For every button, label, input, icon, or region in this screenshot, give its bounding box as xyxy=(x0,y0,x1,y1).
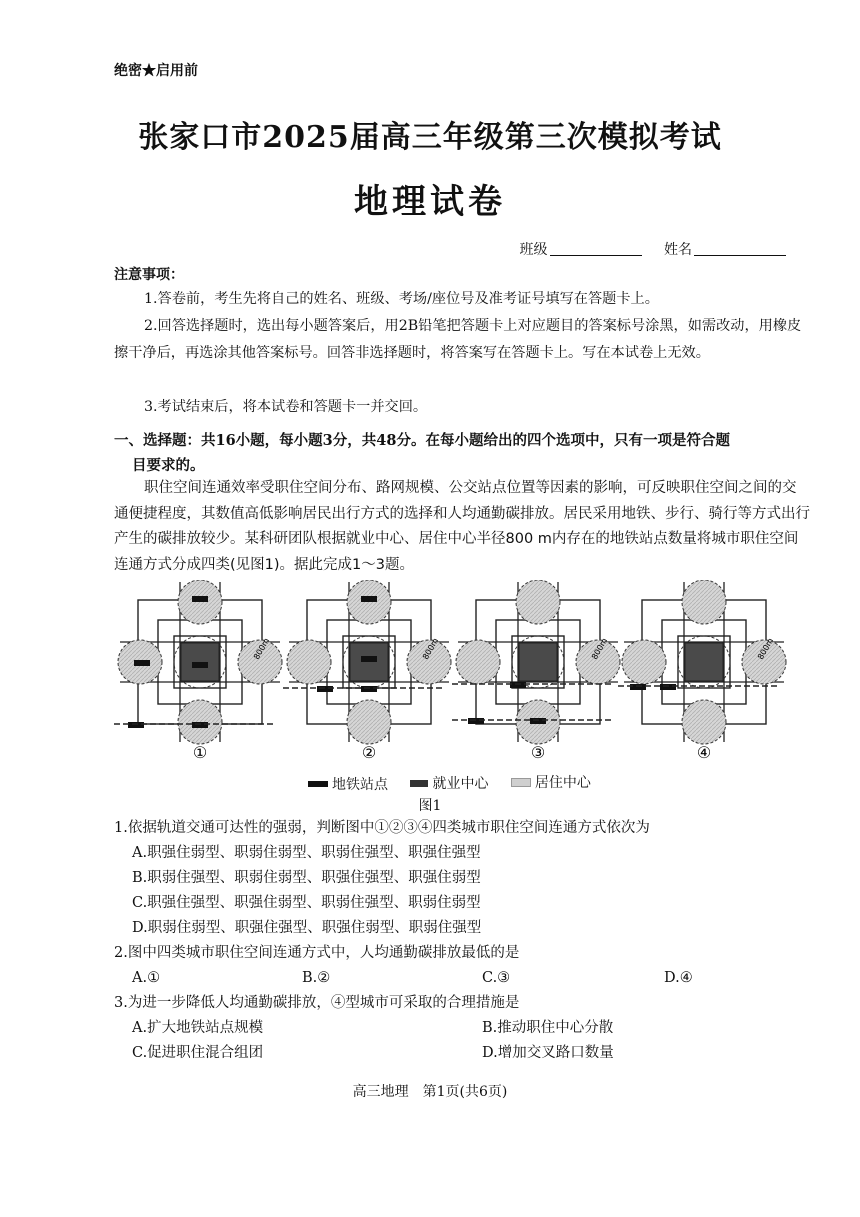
figure-legend xyxy=(308,772,609,794)
metro-station xyxy=(134,660,150,666)
metro-station xyxy=(510,682,526,688)
question-1-option-c[interactable]: C.职强住强型、职强住弱型、职弱住强型、职弱住弱型 xyxy=(132,895,481,911)
question-1 xyxy=(114,816,814,941)
question-3-option-d[interactable]: D.增加交叉路口数量 xyxy=(482,1045,614,1061)
name-label: 姓名 xyxy=(664,242,692,258)
question-1-option-a[interactable]: A.职强住弱型、职弱住弱型、职弱住强型、职强住强型 xyxy=(132,845,481,861)
metro-station xyxy=(192,722,208,728)
panel-label-4: ④ xyxy=(696,743,712,762)
panel-1 xyxy=(114,580,282,744)
question-2-option-d[interactable]: D.④ xyxy=(664,970,693,986)
question-3-options-row1 xyxy=(114,1016,814,1041)
question-3-option-a[interactable]: A.扩大地铁站点规模 xyxy=(132,1020,264,1036)
metro-station xyxy=(361,686,377,692)
section-heading xyxy=(114,428,810,478)
panel-2 xyxy=(283,580,451,744)
legend-metro-label: 地铁站点 xyxy=(332,776,388,793)
question-2 xyxy=(114,941,814,991)
panel-4 xyxy=(618,580,786,744)
metro-station xyxy=(660,684,676,690)
home-swatch xyxy=(511,778,531,787)
metro-station xyxy=(128,722,144,728)
legend-home xyxy=(511,772,591,792)
question-1-option-d[interactable]: D.职弱住弱型、职强住强型、职强住弱型、职弱住强型 xyxy=(132,920,482,936)
name-bar xyxy=(520,239,786,259)
metro-station xyxy=(317,686,333,692)
metro-station xyxy=(192,662,208,668)
section-heading-line2: 目要求的。 xyxy=(132,457,205,474)
question-2-option-b[interactable]: B.② xyxy=(302,970,331,986)
notice-item-2: 2.回答选择题时，选出每小题答案后，用2B铅笔把答题卡上对应题目的答案标号涂黑，如需改动，用橡皮擦干净后，再选涂其他答案标号。回答非选择题时，将答案写在答题卡上。写在本试卷上无效。 xyxy=(114,318,802,361)
metro-station xyxy=(530,718,546,724)
notice-item-1: 1.答卷前，考生先将自己的姓名、班级、考场/座位号及准考证号填写在答题卡上。 xyxy=(144,291,659,307)
legend-job-label: 就业中心 xyxy=(432,776,489,792)
question-1-stem: 1.依据轨道交通可达性的强弱，判断图中①②③④四类城市职住空间连通方式依次为 xyxy=(114,820,650,836)
name-blank xyxy=(694,255,786,256)
question-1-option-b[interactable]: B.职弱住强型、职弱住弱型、职强住强型、职强住弱型 xyxy=(132,870,481,886)
notice-heading: 注意事项： xyxy=(114,267,184,283)
radius-label-4: 800m xyxy=(755,636,776,661)
job-swatch xyxy=(410,780,428,787)
question-intro: 职住空间连通效率受职住空间分布、路网规模、公交站点位置等因素的影响，可反映职住空间之间的交通便捷程度，其数值高低影响居民出行方式的选择和人均通勤碳排放。居民采用地铁、步行、骑行等方式出行产生的碳排放较少。某科研团队根据就业中心、居住中心半径800 m内存在的地铁站点数量将城市职住空间连通方式分成四类(见图1)。据此完成1～3题。 xyxy=(114,480,810,573)
legend-home-label: 居住中心 xyxy=(534,775,591,791)
exam-title: 张家口市2025届高三年级第三次模拟考试 xyxy=(138,120,722,155)
legend-job xyxy=(410,773,488,793)
question-2-option-a[interactable]: A.① xyxy=(132,970,161,986)
secret-mark: 绝密★启用前 xyxy=(114,63,198,79)
metro-station xyxy=(630,684,646,690)
question-3-stem: 3.为进一步降低人均通勤碳排放，④型城市可采取的合理措施是 xyxy=(114,995,520,1011)
section-heading-line1: 一、选择题：共16小题，每小题3分，共48分。在每小题给出的四个选项中，只有一项是符合题 xyxy=(114,432,730,449)
panel-label-1: ① xyxy=(192,743,208,762)
class-blank xyxy=(550,255,642,256)
metro-station xyxy=(192,596,208,602)
panel-label-2: ② xyxy=(361,743,377,762)
legend-metro xyxy=(308,774,388,794)
question-2-stem: 2.图中四类城市职住空间连通方式中，人均通勤碳排放最低的是 xyxy=(114,945,520,961)
metro-swatch xyxy=(308,781,328,787)
question-3 xyxy=(114,991,814,1066)
class-label: 班级 xyxy=(519,242,548,258)
figure-caption: 图1 xyxy=(418,798,442,814)
figure-1 xyxy=(112,580,812,775)
question-2-options xyxy=(114,966,814,991)
page-footer: 高三地理 第1页(共6页) xyxy=(352,1084,508,1100)
question-2-option-c[interactable]: C.③ xyxy=(482,970,511,986)
panel-label-3: ③ xyxy=(530,743,546,762)
metro-station xyxy=(361,656,377,662)
radius-label-3: 800m xyxy=(589,636,610,661)
question-3-options-row2 xyxy=(114,1041,814,1066)
radius-label-2: 800m xyxy=(420,636,441,661)
question-3-option-b[interactable]: B.推动职住中心分散 xyxy=(482,1020,614,1036)
panel-3 xyxy=(452,580,620,744)
metro-station xyxy=(361,596,377,602)
question-3-option-c[interactable]: C.促进职住混合组团 xyxy=(132,1045,264,1061)
notice-item-3: 3.考试结束后，将本试卷和答题卡一并交回。 xyxy=(144,399,428,415)
metro-station xyxy=(468,718,484,724)
radius-label-1: 800m xyxy=(251,636,272,661)
subject-title: 地理试卷 xyxy=(354,182,506,222)
